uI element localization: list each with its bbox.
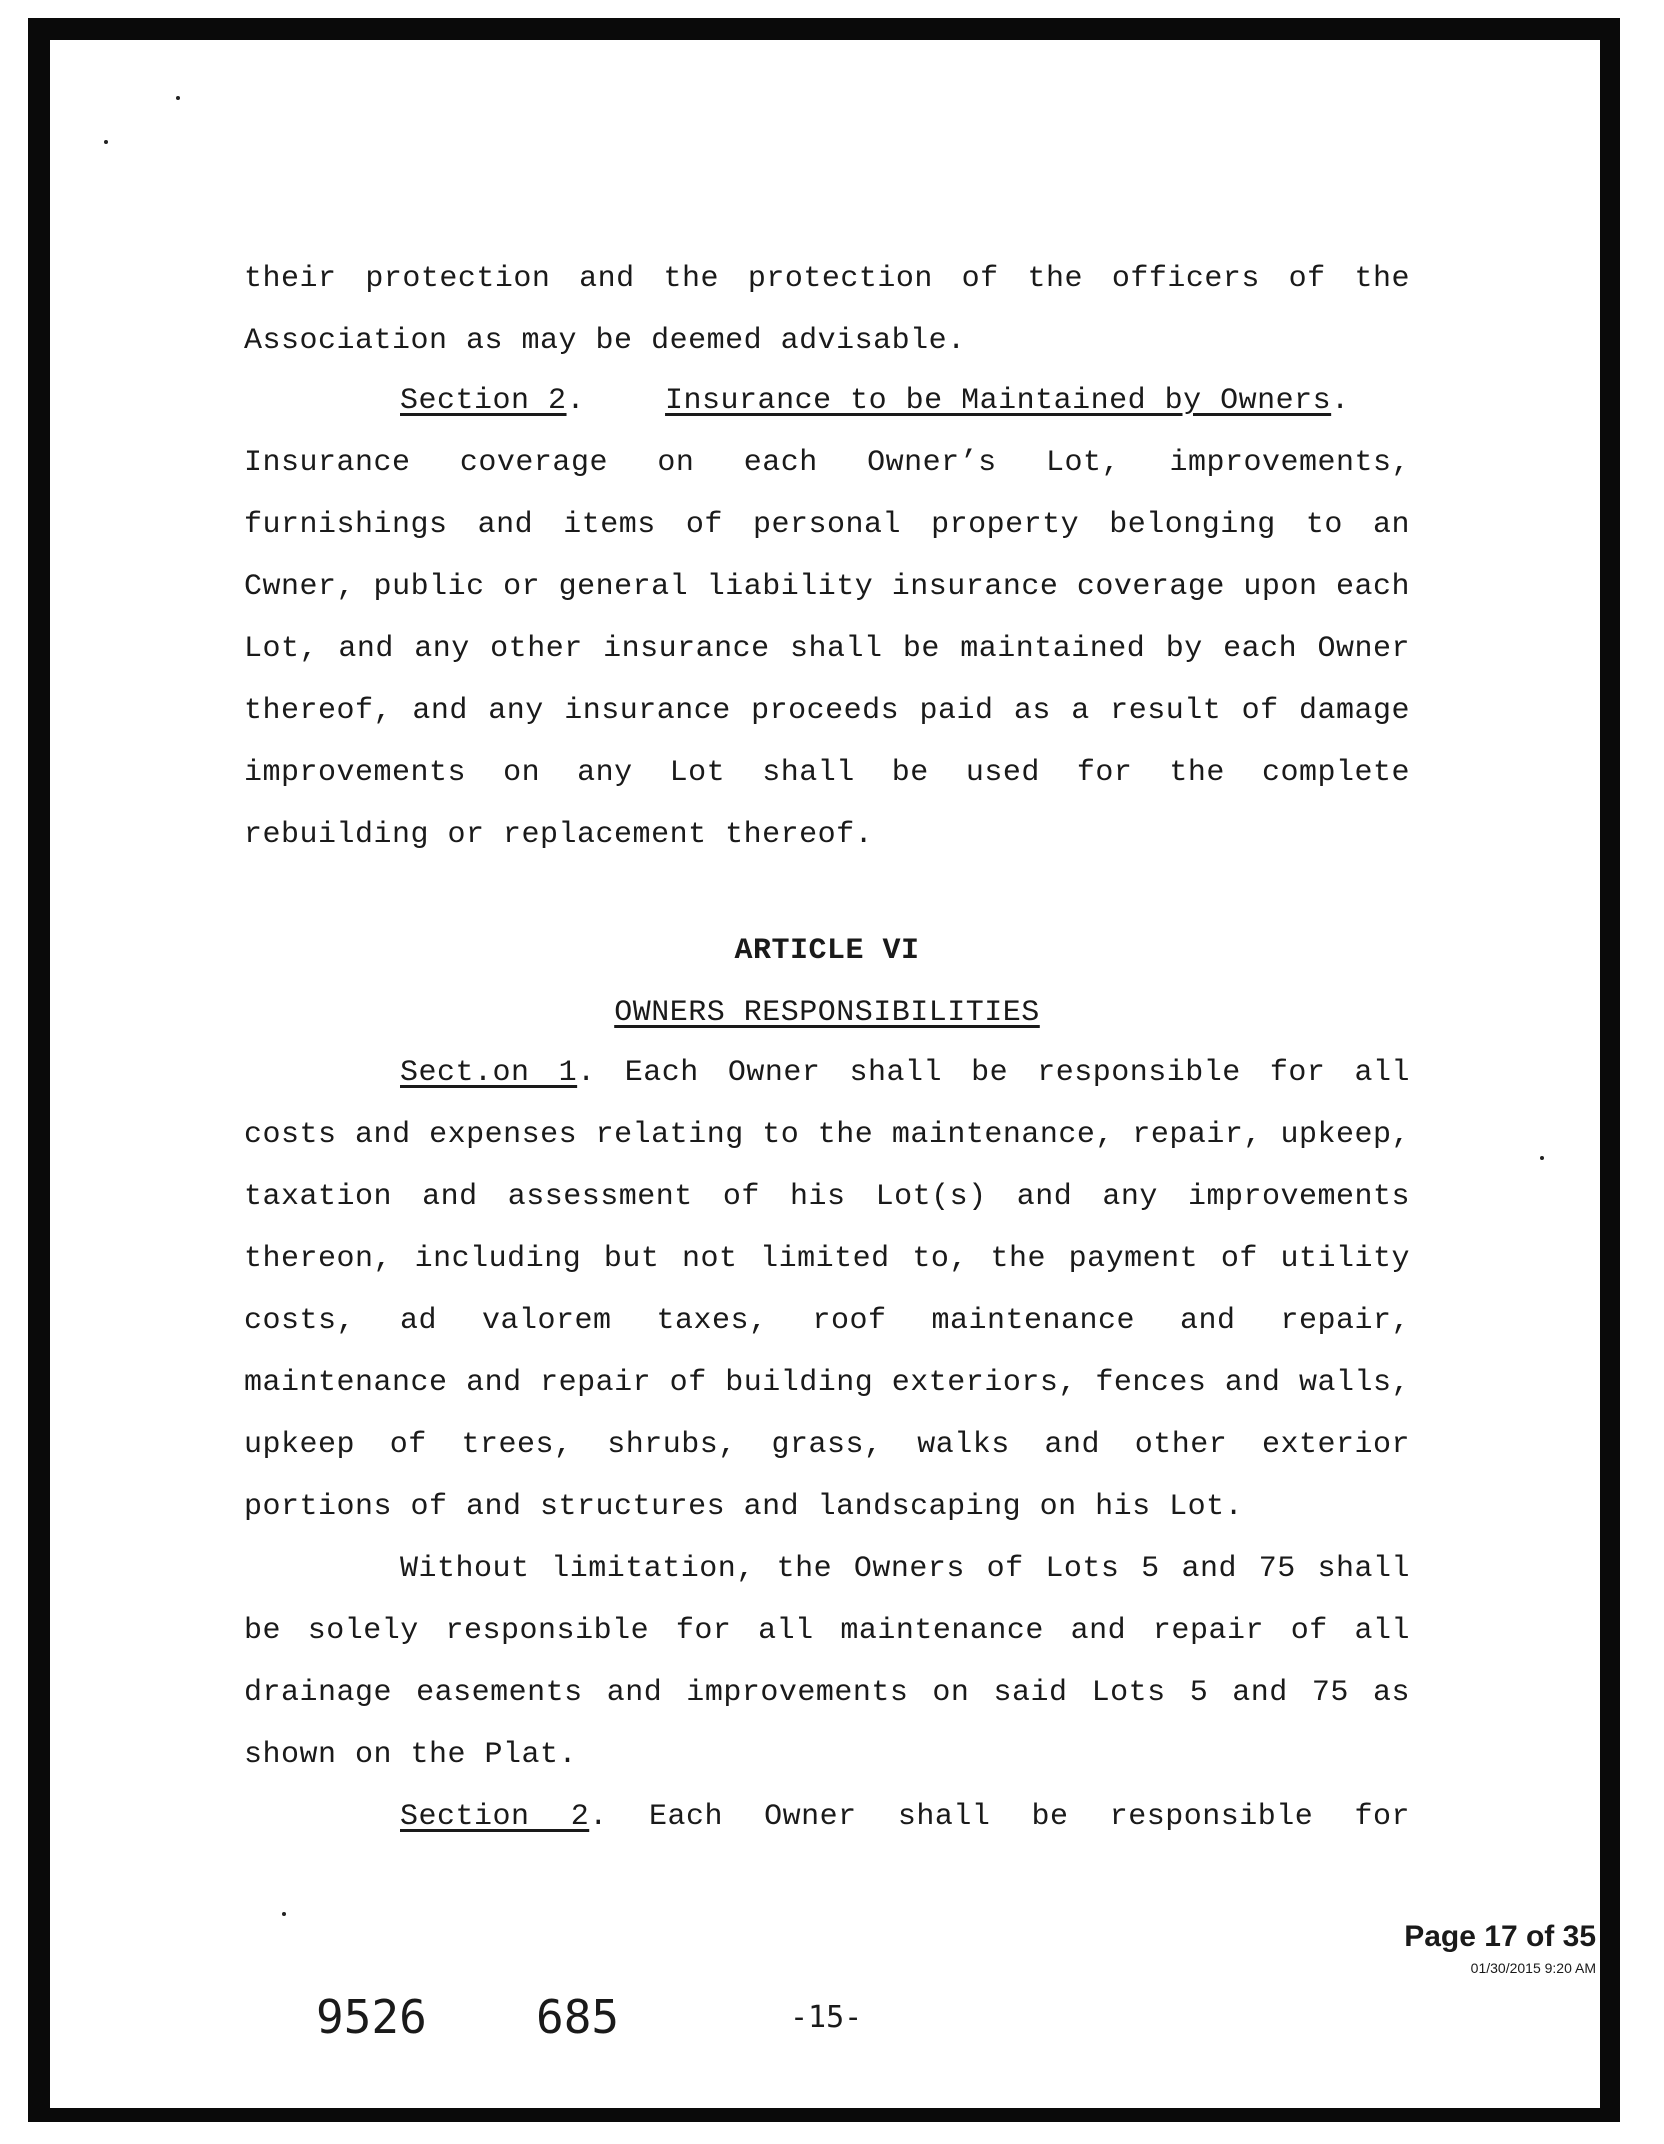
text-line: taxation and assessment of his Lot(s) and any improvements xyxy=(244,1180,1410,1214)
text-line: portions of and structures and landscaping on his Lot. xyxy=(244,1490,1244,1524)
page-number: -15- xyxy=(790,2000,863,2035)
section-2b-heading: Section 2. Each Owner shall be responsible for xyxy=(400,1800,1410,1834)
text-line: furnishings and items of personal property belonging to an xyxy=(244,508,1410,542)
section-1-text: Each Owner shall be responsible for all xyxy=(624,1056,1410,1090)
timestamp-stamp: 01/30/2015 9:20 AM xyxy=(1470,1960,1596,1976)
scan-speck xyxy=(176,96,180,100)
text-line: upkeep of trees, shrubs, grass, walks and other exterior xyxy=(244,1428,1410,1462)
section-2b-label: Section 2 xyxy=(400,1800,590,1834)
text-line: thereof, and any insurance proceeds paid as a result of damage xyxy=(244,694,1410,728)
text-line: Association as may be deemed advisable. xyxy=(244,324,966,358)
article-subheading-text: OWNERS RESPONSIBILITIES xyxy=(614,996,1040,1030)
text-line: costs and expenses relating to the maintenance, repair, upkeep, xyxy=(244,1118,1410,1152)
text-line: rebuilding or replacement thereof. xyxy=(244,818,874,852)
text-line: be solely responsible for all maintenance and repair of all xyxy=(244,1614,1410,1648)
scan-speck xyxy=(1540,1156,1544,1160)
section-2-title: Insurance to be Maintained by Owners xyxy=(665,384,1332,418)
article-heading: ARTICLE VI xyxy=(734,934,920,968)
text-line: thereon, including but not limited to, the payment of utility xyxy=(244,1242,1410,1276)
text-line: costs, ad valorem taxes, roof maintenance and repair, xyxy=(244,1304,1410,1338)
section-2b-text: Each Owner shall be responsible for xyxy=(648,1800,1410,1834)
text-line: drainage easements and improvements on said Lots 5 and 75 as xyxy=(244,1676,1410,1710)
text-line: Without limitation, the Owners of Lots 5 and 75 shall xyxy=(400,1552,1410,1586)
text-line: maintenance and repair of building exteriors, fences and walls, xyxy=(244,1366,1410,1400)
article-subheading xyxy=(244,996,1410,1030)
section-1-label: Sect.on 1 xyxy=(400,1056,578,1090)
section-1-heading: Sect.on 1. Each Owner shall be responsible for all xyxy=(400,1056,1410,1090)
text-line: Insurance coverage on each Owner’s Lot, improvements, xyxy=(244,446,1410,480)
page-stamp: Page 17 of 35 xyxy=(1404,1920,1596,1953)
scan-speck xyxy=(282,1912,286,1916)
section-2-heading: Section 2. Insurance to be Maintained by Owners. xyxy=(400,384,1350,418)
text-line: improvements on any Lot shall be used for the complete xyxy=(244,756,1410,790)
text-line: Cwner, public or general liability insurance coverage upon each xyxy=(244,570,1410,604)
scan-speck xyxy=(104,140,108,144)
book-page-number: 685 xyxy=(536,1990,620,2044)
text-line: shown on the Plat. xyxy=(244,1738,578,1772)
section-2-label: Section 2 xyxy=(400,384,567,418)
book-number: 9526 xyxy=(316,1990,427,2044)
text-line: their protection and the protection of the officers of the xyxy=(244,262,1410,296)
text-line: Lot, and any other insurance shall be maintained by each Owner xyxy=(244,632,1410,666)
